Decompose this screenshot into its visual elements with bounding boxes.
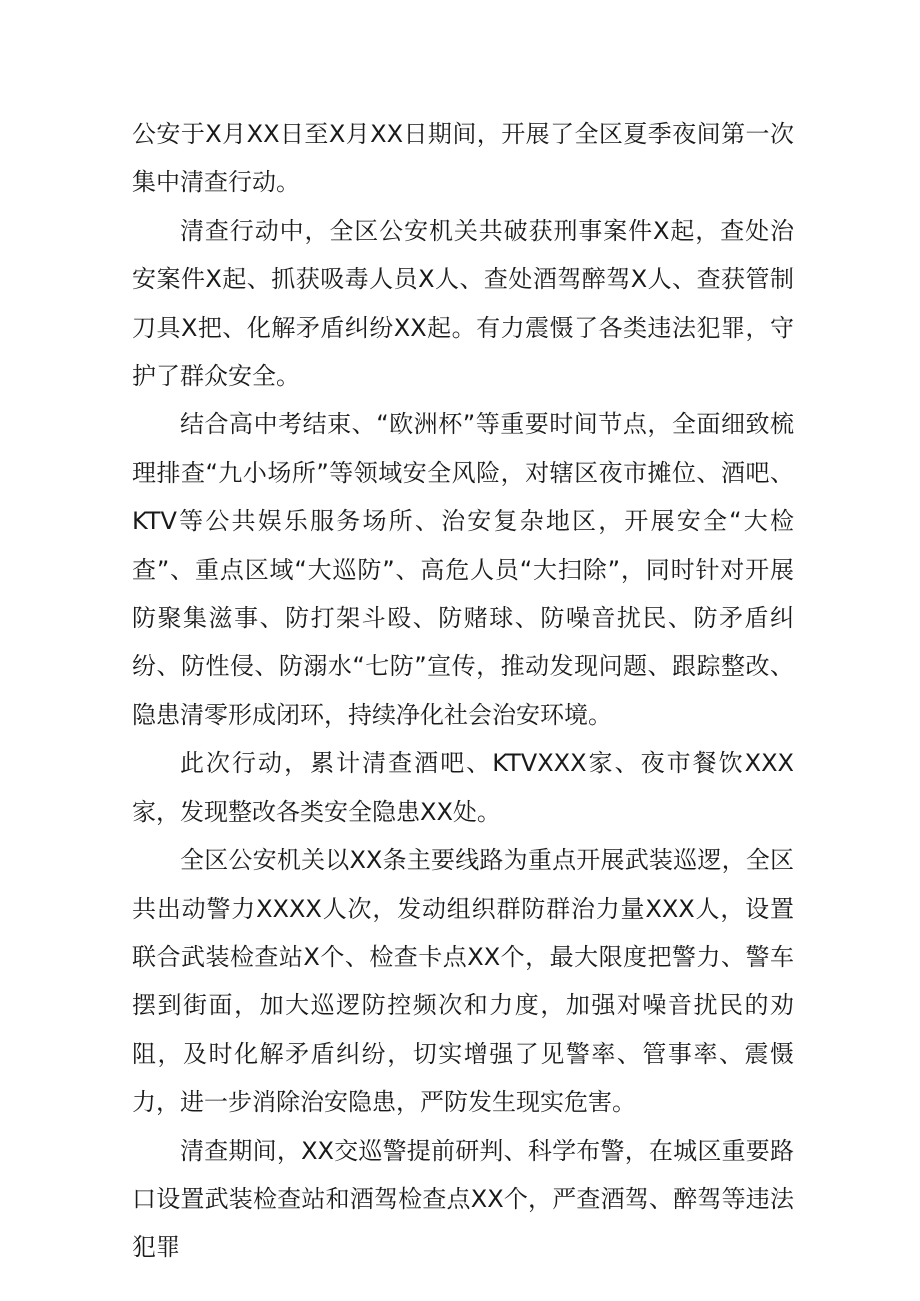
document-body	[132, 110, 794, 1272]
paragraph-results: 清查行动中，全区公安机关共破获刑事案件X起，查处治安案件X起、抓获吸毒人员X人、查处酒驾醉驾X人、查获管制刀具X把、化解矛盾纠纷XX起。有力震慑了各类违法犯罪，守护了群众安全。	[132, 216, 794, 391]
paragraph-risk-check: 结合高中考结束、“欧洲杯”等重要时间节点，全面细致梳理排查“九小场所”等领域安全风险，对辖区夜市摊位、酒吧、KTV等公共娱乐服务场所、治安复杂地区，开展安全“大检查”、重点区域“大巡防”、高危人员“大扫除”，同时针对开展防聚集滋事、防打架斗殴、防赌球、防噪音扰民、防矛盾纠纷、防性侵、防溺水“七防”宣传，推动发现问题、跟踪整改、隐患清零形成闭环，持续净化社会治安环境。	[132, 410, 794, 729]
paragraph-continuation: 公安于X月XX日至X月XX日期间，开展了全区夏季夜间第一次集中清查行动。	[132, 120, 794, 197]
paragraph-traffic-police: 清查期间，XX交巡警提前研判、科学布警，在城区重要路口设置武装检查站和酒驾检查点XX个，严查酒驾、醉驾等违法犯罪	[132, 1136, 794, 1262]
paragraph-patrol: 全区公安机关以XX条主要线路为重点开展武装巡逻，全区共出动警力XXXX人次，发动组织群防群治力量XXX人，设置联合武装检查站X个、检查卡点XX个，最大限度把警力、警车摆到街面，加大巡逻防控频次和力度，加强对噪音扰民的劝阻，及时化解矛盾纠纷，切实增强了见警率、管事率、震慑力，进一步消除治安隐患，严防发生现实危害。	[132, 846, 794, 1117]
paragraph-inspection-count: 此次行动，累计清查酒吧、KTVXXX家、夜市餐饮XXX家，发现整改各类安全隐患XX处。	[132, 749, 794, 826]
